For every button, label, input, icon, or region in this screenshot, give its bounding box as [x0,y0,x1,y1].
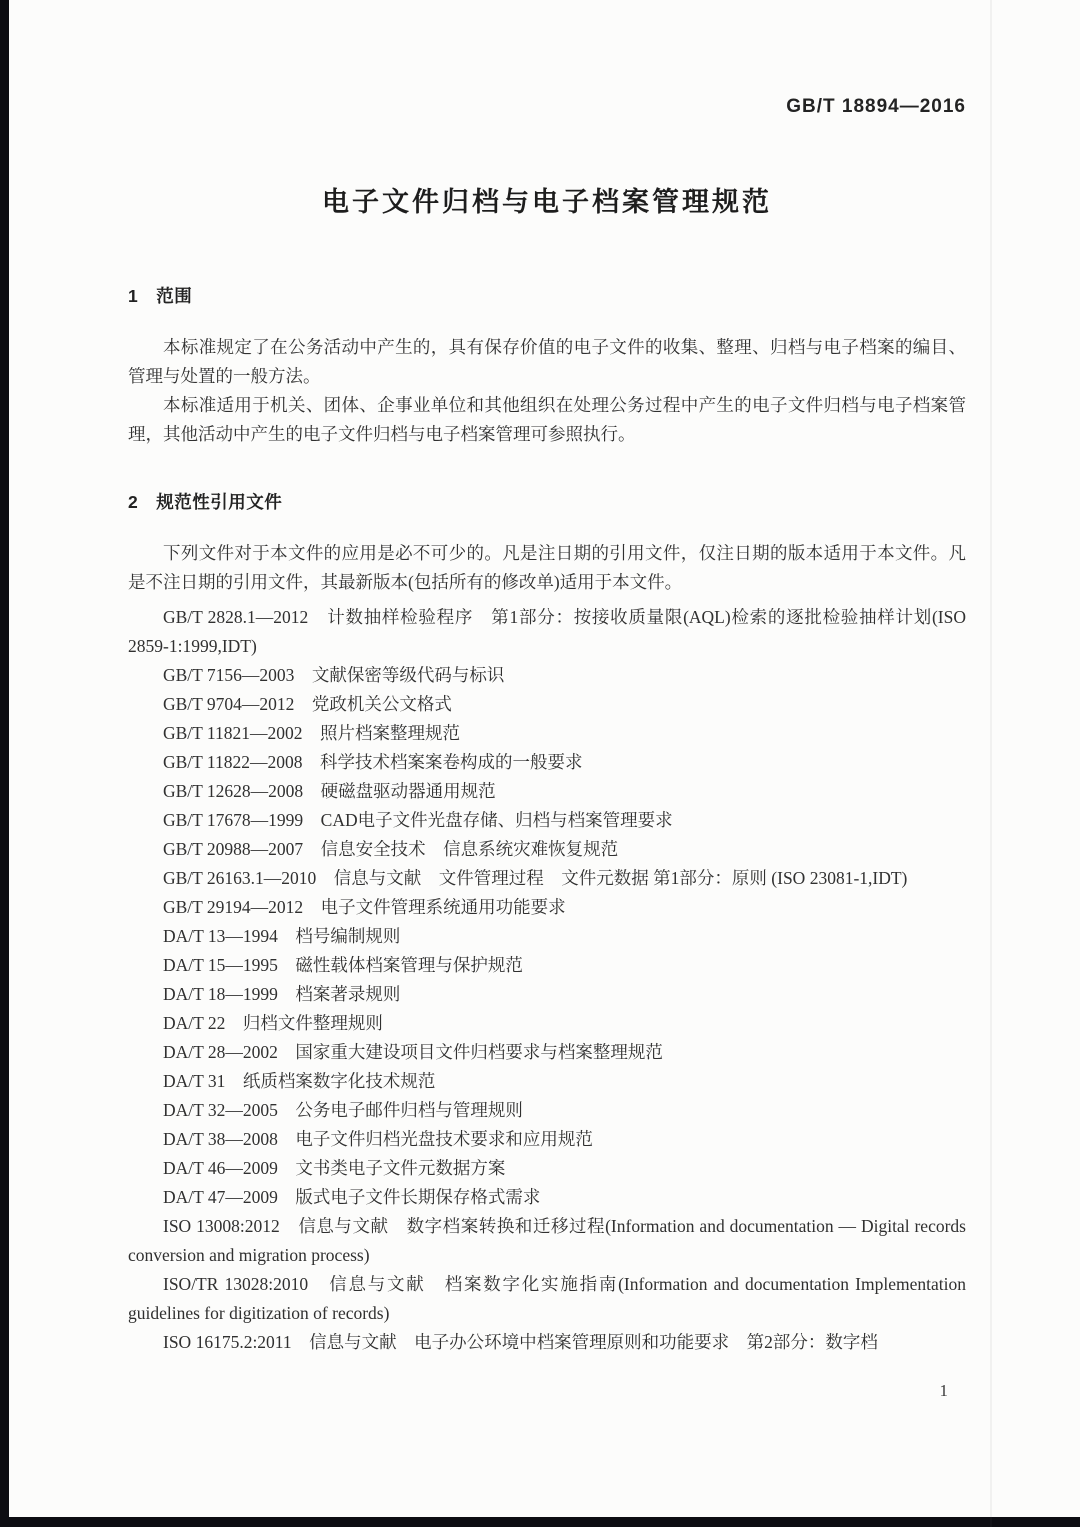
reference-item: GB/T 7156—2003 文献保密等级代码与标识 [163,665,505,685]
reference-item: GB/T 29194—2012 电子文件管理系统通用功能要求 [163,897,566,917]
reference-item: DA/T 18—1999 档案著录规则 [163,984,401,1004]
document-title: 电子文件归档与电子档案管理规范 [322,187,772,217]
scan-artifact-line [990,0,992,1527]
reference-item: ISO 16175.2:2011 信息与文献 电子办公环境中档案管理原则和功能要求 第2部分：数字档 [163,1332,878,1352]
reference-item: GB/T 9704—2012 党政机关公文格式 [163,694,452,714]
reference-item: GB/T 2828.1—2012 计数抽样检验程序 第1部分：按接收质量限(AQL)检索的逐批检验抽样计划(ISO 2859-1:1999,IDT) [128,607,966,656]
section-2-heading: 2 规范性引用文件 [128,492,283,512]
reference-item: DA/T 32—2005 公务电子邮件归档与管理规则 [163,1100,523,1120]
reference-item: GB/T 26163.1—2010 信息与文献 文件管理过程 文件元数据 第1部分：原则 (ISO 23081-1,IDT) [163,868,908,888]
reference-item: GB/T 20988—2007 信息安全技术 信息系统灾难恢复规范 [163,839,619,859]
reference-item: GB/T 11821—2002 照片档案整理规范 [163,723,461,743]
reference-item: GB/T 11822—2008 科学技术档案案卷构成的一般要求 [163,752,583,772]
references-intro-paragraph: 下列文件对于本文件的应用是必不可少的。凡是注日期的引用文件，仅注日期的版本适用于本文件。凡是不注日期的引用文件，其最新版本(包括所有的修改单)适用于本文件。 [128,543,966,592]
reference-item: ISO/TR 13028:2010 信息与文献 档案数字化实施指南(Information and documentation Implementation guidelines for digitization of records) [128,1274,966,1323]
reference-item: DA/T 47—2009 版式电子文件长期保存格式需求 [163,1187,541,1207]
section-1-heading: 1 范围 [128,286,193,306]
scope-paragraph: 本标准规定了在公务活动中产生的，具有保存价值的电子文件的收集、整理、归档与电子档案的编目、管理与处置的一般方法。 [128,337,966,386]
reference-item: GB/T 17678—1999 CAD电子文件光盘存储、归档与档案管理要求 [163,810,673,830]
reference-item: DA/T 28—2002 国家重大建设项目文件归档要求与档案整理规范 [163,1042,663,1062]
scan-bottom-border [0,1517,1080,1527]
reference-item: DA/T 22 归档文件整理规则 [163,1013,383,1033]
reference-item: DA/T 38—2008 电子文件归档光盘技术要求和应用规范 [163,1129,593,1149]
page-number: 1 [939,1381,948,1400]
reference-item: DA/T 15—1995 磁性载体档案管理与保护规范 [163,955,523,975]
scope-paragraph: 本标准适用于机关、团体、企事业单位和其他组织在处理公务过程中产生的电子文件归档与电子档案管理，其他活动中产生的电子文件归档与电子档案管理可参照执行。 [128,395,966,444]
scan-left-border [0,0,9,1527]
reference-item: GB/T 12628—2008 硬磁盘驱动器通用规范 [163,781,496,801]
reference-list [128,603,966,1357]
standard-code: GB/T 18894—2016 [786,96,966,117]
reference-item: DA/T 13—1994 档号编制规则 [163,926,401,946]
reference-item: DA/T 46—2009 文书类电子文件元数据方案 [163,1158,506,1178]
reference-item: DA/T 31 纸质档案数字化技术规范 [163,1071,436,1091]
page-content [128,0,966,1357]
reference-item: ISO 13008:2012 信息与文献 数字档案转换和迁移过程(Information and documentation — Digital records conversion and migration process) [128,1216,966,1265]
